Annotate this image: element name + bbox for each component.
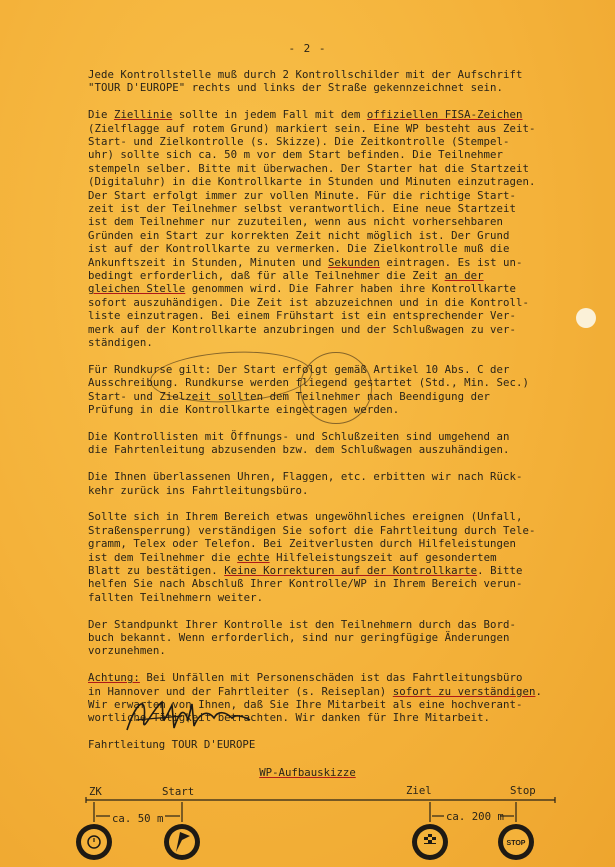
text-line: Jede Kontrollstelle muß durch 2 Kontrollschilder mit der Aufschrift — [88, 68, 523, 81]
text-line: Die Ihnen überlassenen Uhren, Flaggen, etc. erbitten wir nach Rück- — [88, 470, 523, 484]
label-start: Start — [162, 785, 195, 798]
paragraph — [88, 470, 598, 497]
page-number: - 2 - — [288, 42, 327, 55]
text-line: wortliche Tätigkeit betrachten. Wir danken für Ihre Mitarbeit. — [88, 711, 491, 725]
text-line: (Digitaluhr) in die Kontrollkarte in Stunden und Minuten einzutragen. — [88, 175, 536, 189]
text-line: gleichen Stelle genommen wird. Die Fahrer haben ihre Kontrollkarte — [88, 282, 516, 296]
text-line: Die Ziellinie sollte in jedem Fall mit dem offiziellen FISA-Zeichen — [88, 108, 523, 122]
text-line: merk auf der Kontrollkarte anzubringen und der Schlußwagen zu ver- — [88, 322, 516, 336]
text-line: Gründen ein Start zur korrekten Zeit nicht möglich ist. Der Grund — [88, 228, 510, 242]
text-line: buch bekannt. Wenn erforderlich, sind nur geringfügige Änderungen — [88, 630, 510, 644]
text-line: ist auf der Kontrollkarte zu vermerken. Die Zielkontrolle muß die — [88, 242, 510, 256]
signature — [122, 690, 262, 740]
finish-flag-icon — [412, 824, 448, 860]
text-line: Der Start erfolgt immer zur vollen Minute. Für die richtige Start- — [88, 188, 516, 202]
text-line: "TOUR D'EUROPE" rechts und links der Straße gekennzeichnet sein. — [88, 81, 504, 95]
punch-hole — [576, 308, 596, 328]
text-line: Prüfung in die Kontrollkarte eingetragen werden. — [88, 403, 400, 417]
svg-text:STOP: STOP — [506, 840, 526, 847]
text-line: bedingt erforderlich, daß für alle Teilnehmer die Zeit an der — [88, 269, 484, 283]
text-line: (Zielflagge auf rotem Grund) markiert sein. Eine WP besteht aus Zeit- — [88, 121, 536, 135]
closing-line: Fahrtleitung TOUR D'EUROPE — [88, 738, 256, 751]
paragraph — [88, 68, 598, 95]
text-line: in Hannover und der Fahrtleiter (s. Reiseplan) sofort zu verständigen. — [88, 684, 542, 698]
text-line: Der Standpunkt Ihrer Kontrolle ist den Teilnehmern durch das Bord- — [88, 617, 516, 631]
paragraph — [88, 618, 598, 658]
text-line: ständigen. — [88, 336, 153, 350]
text-line: Achtung: Bei Unfällen mit Personenschäden ist das Fahrtleitungsbüro — [88, 671, 523, 685]
coffee-ring-stain — [300, 352, 372, 424]
text-line: Start- und Zielzeit sollten dem Teilnehmer nach Beendigung der — [88, 389, 491, 403]
text-line: Start- und Zielkontrolle (s. Skizze). Die Zeitkontrolle (Stempel- — [88, 135, 510, 149]
text-line: gramm, Telex oder Telefon. Bei Zeitverlusten durch Hilfeleistungen — [88, 537, 516, 551]
text-line: Wir erwarten von Ihnen, daß Sie Ihre Mitarbeit als eine hochverant- — [88, 697, 523, 711]
text-line: stempeln selber. Bitte mit überwachen. Der Starter hat die Startzeit — [88, 161, 529, 175]
paragraph — [88, 430, 598, 457]
text-line: ist dem Teilnehmer die echte Hilfeleistungszeit auf gesondertem — [88, 550, 497, 564]
text-line: Ankunftszeit in Stunden, Minuten und Sekunden eintragen. Es ist un- — [88, 255, 523, 269]
paragraph — [88, 108, 598, 349]
sketch-title: WP-Aufbauskizze — [259, 766, 356, 779]
text-line: Sollte sich in Ihrem Bereich etwas ungewöhnliches ereignen (Unfall, — [88, 510, 523, 524]
text-line: helfen Sie nach Abschluß Ihrer Kontrolle/WP in Ihrem Bereich verun- — [88, 577, 523, 591]
sketch-drawing — [0, 780, 615, 867]
text-line: Straßensperrung) verständigen Sie sofort die Fahrtleitung durch Tele- — [88, 523, 536, 537]
text-line: die Fahrtenleitung abzusenden bzw. dem Schlußwagen auszuhändigen. — [88, 443, 510, 457]
text-line: liste einzutragen. Bei einem Frühstart ist ein entsprechender Ver- — [88, 309, 516, 323]
text-line: Für Rundkurse gilt: Der Start erfolgt gemäß Artikel 10 Abs. C der — [88, 362, 510, 376]
text-line: Ausschreibung. Rundkurse werden fliegend gestartet (Std., Min. Sec.) — [88, 376, 529, 390]
text-line: Blatt zu bestätigen. Keine Korrekturen auf der Kontrollkarte. Bitte — [88, 563, 523, 577]
wp-sketch — [0, 780, 615, 867]
text-line: fallten Teilnehmern weiter. — [88, 590, 264, 604]
start-flag-icon — [164, 824, 200, 860]
paragraph — [88, 510, 598, 604]
clock-icon — [76, 824, 112, 860]
distance-zk-start: ca. 50 m — [112, 812, 164, 825]
text-line: vorzunehmen. — [88, 644, 166, 658]
text-line: zeit ist der Teilnehmer selbst verantwortlich. Eine neue Startzeit — [88, 202, 516, 216]
text-line: ist dem Teilnehmer nur zuzuteilen, wenn aus nicht vorhersehbaren — [88, 215, 504, 229]
label-zk: ZK — [89, 785, 102, 798]
text-line: sofort auszuhändigen. Die Zeit ist abzuzeichnen und in die Kontroll- — [88, 295, 529, 309]
text-line: uhr) sollte sich ca. 50 m vor dem Start befinden. Die Teilnehmer — [88, 148, 504, 162]
label-stop: Stop — [510, 784, 536, 797]
distance-ziel-stop: ca. 200 m — [446, 810, 504, 823]
text-line: kehr zurück ins Fahrtleitungsbüro. — [88, 483, 309, 497]
text-line: Die Kontrollisten mit Öffnungs- und Schlußzeiten sind umgehend an — [88, 429, 510, 443]
label-ziel: Ziel — [406, 784, 432, 797]
stop-sign-icon — [498, 824, 534, 860]
